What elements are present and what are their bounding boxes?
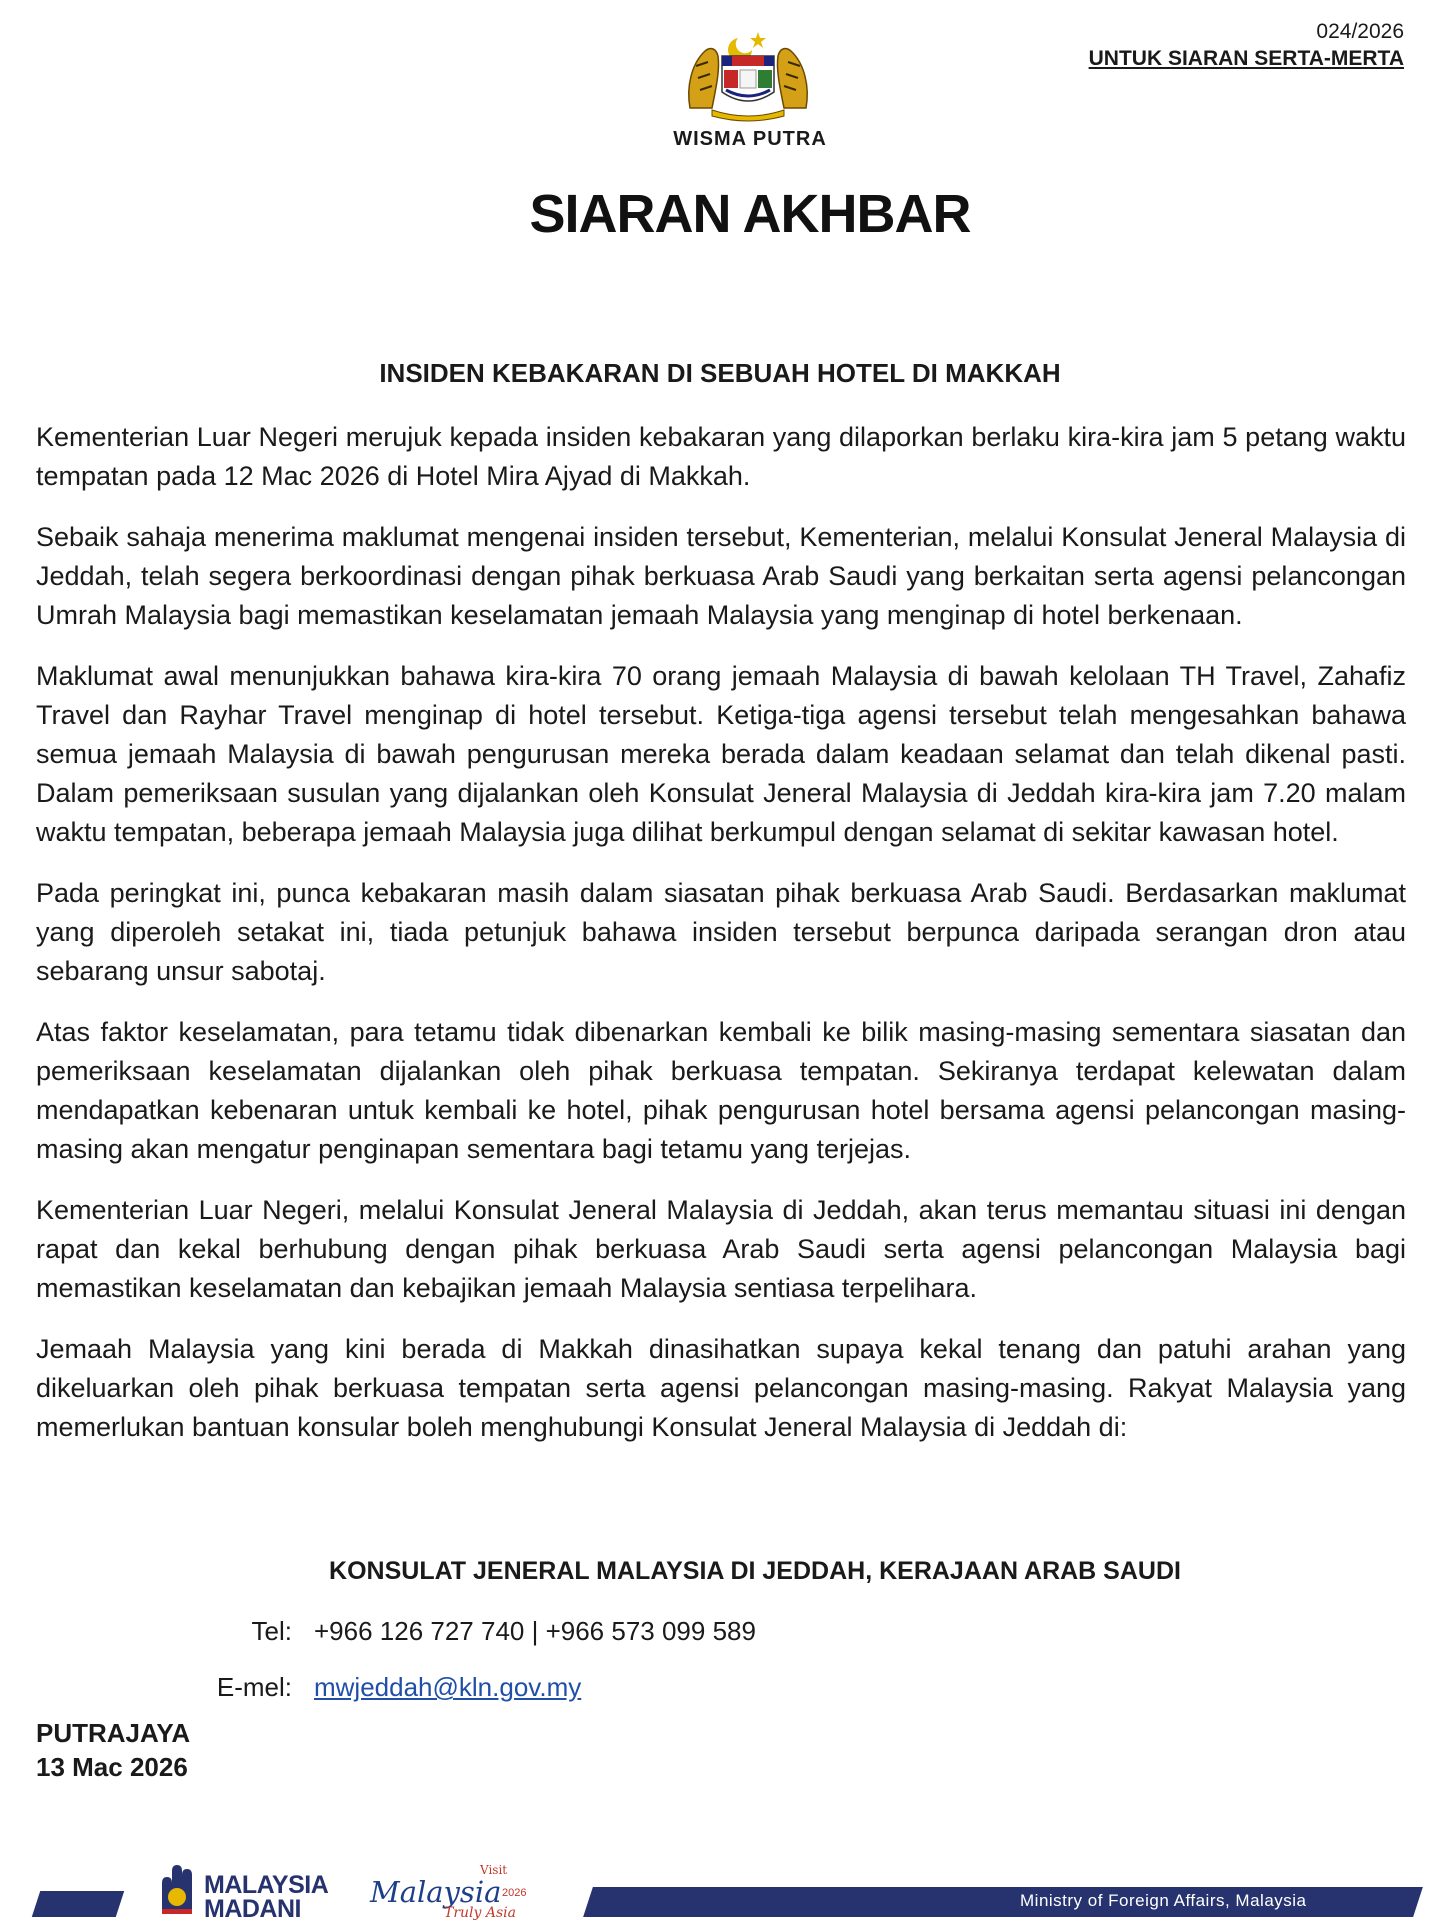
email-line xyxy=(186,1671,581,1703)
telephone-label: Tel: xyxy=(251,1616,292,1646)
paragraph: Kementerian Luar Negeri merujuk kepada insiden kebakaran yang dilaporkan berlaku kira-kira jam 5 petang waktu tempatan pada 12 Mac 2026 di Hotel Mira Ajyad di Makkah. xyxy=(36,422,1406,491)
consulate-heading: KONSULAT JENERAL MALAYSIA DI JEDDAH, KERAJAAN ARAB SAUDI xyxy=(329,1557,1181,1585)
document-title: SIARAN AKHBAR xyxy=(529,184,971,244)
reference-block xyxy=(1089,18,1404,72)
release-note: UNTUK SIARAN SERTA-MERTA xyxy=(1088,47,1404,70)
paragraph: Sebaik sahaja menerima maklumat mengenai insiden tersebut, Kementerian, melalui Konsulat Jeneral Malaysia di Jeddah, telah segera berkoordinasi dengan pihak berkuasa Arab Saudi yang berkaitan serta agensi pelancongan Umrah Malaysia bagi memastikan keselamatan jemaah Malaysia yang menginap di hotel berkenaan. xyxy=(36,522,1406,630)
malaysia-coat-of-arms-icon xyxy=(682,26,814,126)
ministry-name: WISMA PUTRA xyxy=(673,128,827,150)
vm-wordmark: Malaysia xyxy=(370,1875,502,1909)
footer-bar-left xyxy=(32,1891,124,1917)
telephone-value: +966 126 727 740 | +966 573 099 589 xyxy=(314,1616,756,1646)
madani-line-1: MALAYSIA xyxy=(204,1871,329,1899)
vm-visit: Visit xyxy=(480,1863,508,1877)
email-label: E-mel: xyxy=(216,1672,292,1702)
signoff-date: 13 Mac 2026 xyxy=(36,1752,188,1782)
madani-line-2: MADANI xyxy=(204,1895,301,1923)
footer xyxy=(0,1855,1440,1923)
paragraph: Jemaah Malaysia yang kini berada di Makkah dinasihatkan supaya kekal tenang dan patuhi arahan yang dikeluarkan oleh pihak berkuasa tempatan serta agensi pelancongan masing-masing. Rakyat Malaysia yang memerlukan bantuan konsular boleh menghubungi Konsulat Jeneral Malaysia di Jeddah di: xyxy=(36,1334,1406,1442)
madani-hand-icon xyxy=(156,1863,200,1919)
paragraph: Maklumat awal menunjukkan bahawa kira-kira 70 orang jemaah Malaysia di bawah kelolaan TH Travel, Zahafiz Travel dan Rayhar Travel menginap di hotel tersebut. Ketiga-tiga agensi tersebut telah mengesahkan bahawa semua jemaah Malaysia di bawah pengurusan mereka berada dalam keadaan selamat dan telah dikenal pasti. Dalam pemeriksaan susulan yang dijalankan oleh Konsulat Jeneral Malaysia di Jeddah kira-kira jam 7.20 malam waktu tempatan, beberapa jemaah Malaysia juga dilihat berkumpul dengan selamat di sekitar kawasan hotel. xyxy=(36,661,1406,847)
vm-truly-asia: Truly Asia xyxy=(444,1905,517,1921)
press-release-body xyxy=(36,418,1406,1469)
paragraph: Pada peringkat ini, punca kebakaran masih dalam siasatan pihak berkuasa Arab Saudi. Berdasarkan maklumat yang diperoleh setakat ini, tiada petunjuk bahawa insiden tersebut berpunca daripada serangan dron atau sebarang unsur sabotaj. xyxy=(36,878,1406,986)
footer-ministry-name: Ministry of Foreign Affairs, Malaysia xyxy=(1020,1891,1307,1910)
signoff-place: PUTRAJAYA xyxy=(36,1718,191,1748)
email-link[interactable]: mwjeddah@kln.gov.my xyxy=(314,1672,582,1702)
reference-number: 024/2026 xyxy=(1316,20,1404,43)
press-release-subject: INSIDEN KEBAKARAN DI SEBUAH HOTEL DI MAKKAH xyxy=(379,358,1061,388)
paragraph: Kementerian Luar Negeri, melalui Konsulat Jeneral Malaysia di Jeddah, akan terus memantau situasi ini dengan rapat dan kekal berhubung dengan pihak berkuasa Arab Saudi serta agensi pelancongan Malaysia bagi memastikan keselamatan dan kebajikan jemaah Malaysia sentiasa terpelihara. xyxy=(36,1195,1406,1303)
malaysia-madani-logo xyxy=(156,1863,329,1924)
madani-wordmark xyxy=(204,1873,328,1921)
visit-malaysia-logo xyxy=(370,1859,550,1919)
paragraph: Atas faktor keselamatan, para tetamu tidak dibenarkan kembali ke bilik masing-masing sementara siasatan dan pemeriksaan keselamatan dijalankan oleh pihak berkuasa tempatan. Sekiranya terdapat kelewatan dalam mendapatkan kebenaran untuk kembali ke hotel, pihak pengurusan hotel bersama agensi pelancongan masing-masing akan mengatur penginapan sementara bagi tetamu yang terjejas. xyxy=(36,1017,1406,1164)
vm-year: 2026 xyxy=(502,1887,527,1899)
telephone-line xyxy=(186,1615,756,1647)
signoff xyxy=(36,1716,190,1784)
